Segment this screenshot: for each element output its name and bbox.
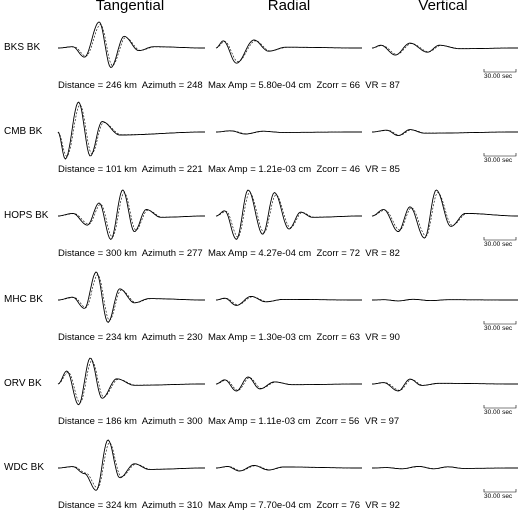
- scale-bar: [484, 153, 516, 156]
- scale-bar-label: 30.00 sec: [484, 493, 513, 500]
- station-label: WDC BK: [4, 462, 44, 473]
- scale-bar: [484, 237, 516, 240]
- vertical-observed-trace: [372, 190, 518, 238]
- station-info: Distance = 186 km Azimuth = 300 Max Amp = 1.11e-03 cm Zcorr = 56 VR = 97: [58, 416, 400, 427]
- station-label: BKS BK: [4, 42, 41, 53]
- tangential-synthetic-trace: [58, 193, 205, 237]
- station-info: Distance = 300 km Azimuth = 277 Max Amp = 4.27e-04 cm Zcorr = 72 VR = 82: [58, 248, 400, 259]
- station-label: MHC BK: [4, 294, 43, 305]
- column-header-radial: Radial: [267, 0, 311, 14]
- station-label: ORV BK: [4, 378, 42, 389]
- scale-bar: [484, 489, 516, 492]
- column-header-vertical: Vertical: [418, 0, 468, 14]
- tangential-observed-trace: [58, 440, 205, 490]
- scale-bar: [484, 321, 516, 324]
- tangential-synthetic-trace: [58, 361, 205, 403]
- vertical-observed-trace: [372, 379, 518, 391]
- column-header-tangential: Tangential: [95, 0, 165, 14]
- station-info: Distance = 101 km Azimuth = 221 Max Amp = 1.21e-03 cm Zcorr = 46 VR = 85: [58, 164, 400, 175]
- radial-observed-trace: [216, 296, 362, 305]
- radial-synthetic-trace: [216, 193, 362, 237]
- tangential-synthetic-trace: [58, 25, 205, 66]
- scale-bar-label: 30.00 sec: [484, 157, 513, 164]
- tangential-observed-trace: [58, 272, 205, 322]
- vertical-synthetic-trace: [372, 44, 518, 55]
- tangential-observed-trace: [58, 190, 205, 239]
- scale-bar: [484, 405, 516, 408]
- radial-synthetic-trace: [216, 297, 362, 305]
- radial-observed-trace: [216, 190, 362, 239]
- tangential-observed-trace: [58, 102, 205, 159]
- station-info: Distance = 324 km Azimuth = 310 Max Amp = 7.70e-04 cm Zcorr = 76 VR = 92: [58, 500, 400, 511]
- station-info: Distance = 234 km Azimuth = 230 Max Amp = 1.30e-03 cm Zcorr = 63 VR = 90: [58, 332, 400, 343]
- radial-observed-trace: [216, 40, 362, 63]
- station-label: HOPS BK: [4, 210, 49, 221]
- station-label: CMB BK: [4, 126, 43, 137]
- tangential-synthetic-trace: [58, 105, 205, 156]
- tangential-synthetic-trace: [58, 275, 205, 320]
- vertical-synthetic-trace: [372, 380, 518, 391]
- scale-bar-label: 30.00 sec: [484, 325, 513, 332]
- radial-synthetic-trace: [216, 41, 362, 62]
- scale-bar-label: 30.00 sec: [484, 409, 513, 416]
- scale-bar-label: 30.00 sec: [484, 241, 513, 248]
- radial-synthetic-trace: [216, 378, 362, 391]
- station-info: Distance = 246 km Azimuth = 248 Max Amp = 5.80e-04 cm Zcorr = 66 VR = 87: [58, 80, 400, 91]
- scale-bar: [484, 69, 516, 72]
- scale-bar-label: 30.00 sec: [484, 73, 513, 80]
- tangential-observed-trace: [58, 358, 205, 405]
- tangential-observed-trace: [58, 22, 205, 67]
